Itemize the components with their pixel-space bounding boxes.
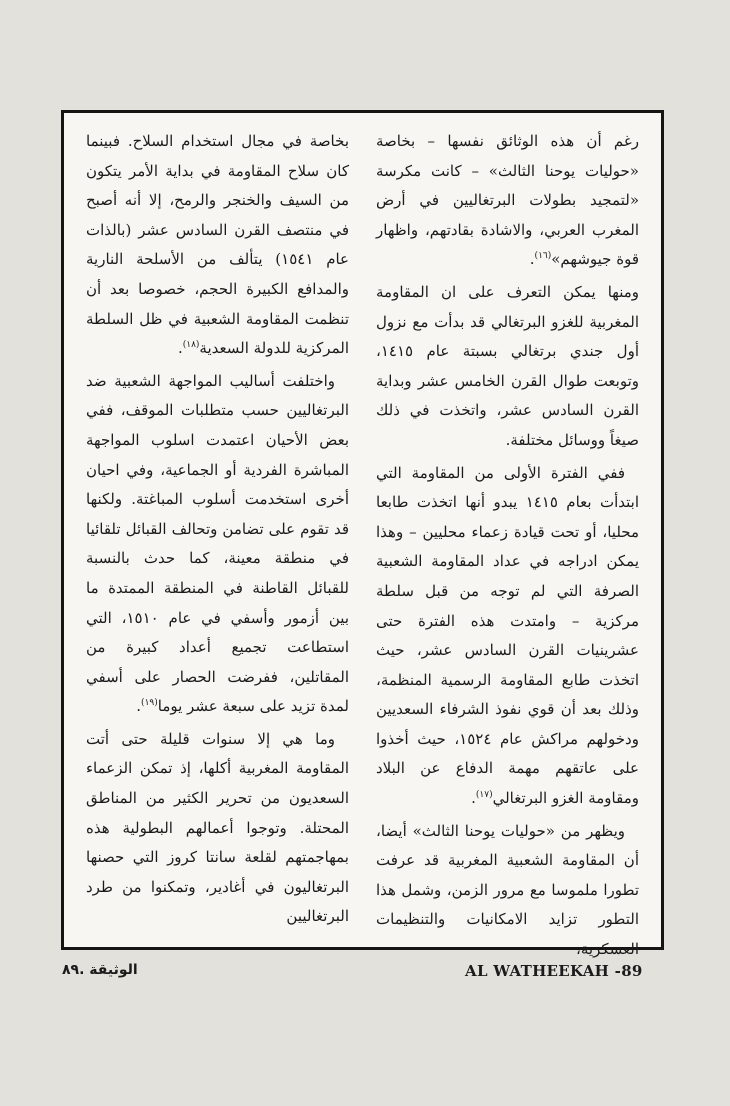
paragraph-end: . — [177, 339, 183, 358]
paragraph — [376, 459, 639, 814]
paragraph-text: وما هي إلا سنوات قليلة حتى أتت المقاومة المغربية أكلها، إذ تمكن الزعماء السعديون من تحرير الكثير من المناطق المحتلة. وتوجوا أعمالهم البطولية هذه بمهاجمتهم لقلعة سانتا كروز التي حصنها البرتغاليون في أغادير، وتمكنوا من طرد البرتغاليين — [86, 729, 349, 926]
paragraph — [376, 278, 639, 456]
paragraph-text: ومنها يمكن التعرف على ان المقاومة المغربية للغزو البرتغالي قد بدأت مع نزول أول جندي برتغالي بسبتة عام ١٤١٥، وتوبعت طوال القرن الخامس عشر وبداية القرن السادس عشر، واتخذت في ذلك صيغاً ووسائل مختلفة. — [376, 282, 639, 449]
paragraph — [376, 127, 639, 275]
paragraph-end: . — [136, 697, 142, 716]
paragraph-end: . — [471, 789, 476, 808]
paragraph — [86, 725, 349, 932]
paragraph-text: واختلفت أساليب المواجهة الشعبية ضد البرتغاليين حسب متطلبات الموقف، ففي بعض الأحيان اعتمدت اسلوب المواجهة المباشرة الفردية أو الجماعية، وفي احيان أخرى استخدمت أسلوب المباغتة. ولكنها قد تقوم على تضامن وتحالف القبائل تلقائيا في منطقة معينة، كما حدث بالنسبة للقبائل القاطنة في المنطقة الممتدة ما بين أزمور وأسفي في عام ١٥١٠، التي استطاعت تجميع أعداد كبيرة من المقاتلين، ففرضت الحصار على أسفي لمدة تزيد على سبعة عشر يوما — [86, 371, 349, 716]
footnote-ref: (١٨) — [182, 340, 200, 351]
article-column-left — [86, 127, 349, 932]
footnote-ref: (١٦) — [534, 251, 552, 262]
footer-page-number-arabic: الوثيقة .٨٩ — [62, 962, 138, 978]
paragraph — [376, 817, 639, 965]
footer-page-number-english: AL WATHEEKAH -89 — [465, 962, 643, 980]
paragraph-text: ففي الفترة الأولى من المقاومة التي ابتدأت بعام ١٤١٥ يبدو أنها اتخذت طابعا محليا، أو تحت قيادة زعماء محليين – وهذا يمكن ادراجه في عداد المقاومة الشعبية الصرفة التي لم توجه من قبل سلطة مركزية – وامتدت هذه الفترة حتى عشرينيات القرن السادس عشر، حيث اتخذت طابع المقاومة الرسمية المنظمة، وذلك بعد أن قوي نفوذ الشرفاء السعديين ودخولهم مراكش عام ١٥٢٤، حيث أخذوا على عاتقهم مهمة الدفاع عن البلاد ومقاومة الغزو البرتغالي — [376, 463, 639, 808]
paragraph-text: بخاصة في مجال استخدام السلاح. فبينما كان سلاح المقاومة في بداية الأمر يتكون من السيف والخنجر والرمح، إلا أنه أصبح في منتصف القرن السادس عشر (بالذات عام ١٥٤١) يتألف من الأسلحة النارية والمدافع الكبيرة الحجم، خصوصا بعد أن تنظمت المقاومة الشعبية في ظل السلطة المركزية للدولة السعدية — [86, 132, 349, 358]
footnote-ref: (١٩) — [141, 698, 158, 709]
article-column-right — [376, 127, 639, 965]
paragraph-end: . — [529, 250, 535, 269]
paragraph — [86, 367, 349, 722]
paragraph — [86, 127, 349, 364]
paragraph-text: ويظهر من «حوليات يوحنا الثالث» أيضا، أن المقاومة الشعبية المغربية قد عرفت تطورا ملموسا مع مرور الزمن، وشمل هذا التطور تزايد الامكانيات والتنظيمات العسكرية، — [376, 821, 639, 959]
paragraph-text: رغم أن هذه الوثائق نفسها – بخاصة «حوليات يوحنا الثالث» – كانت مكرسة «لتمجيد بطولات البرتغاليين في أرض المغرب العربي، والاشادة بقادتهم، واظهار قوة جيوشهم» — [376, 132, 639, 269]
footnote-ref: (١٧) — [475, 790, 493, 801]
article-frame — [61, 110, 664, 959]
